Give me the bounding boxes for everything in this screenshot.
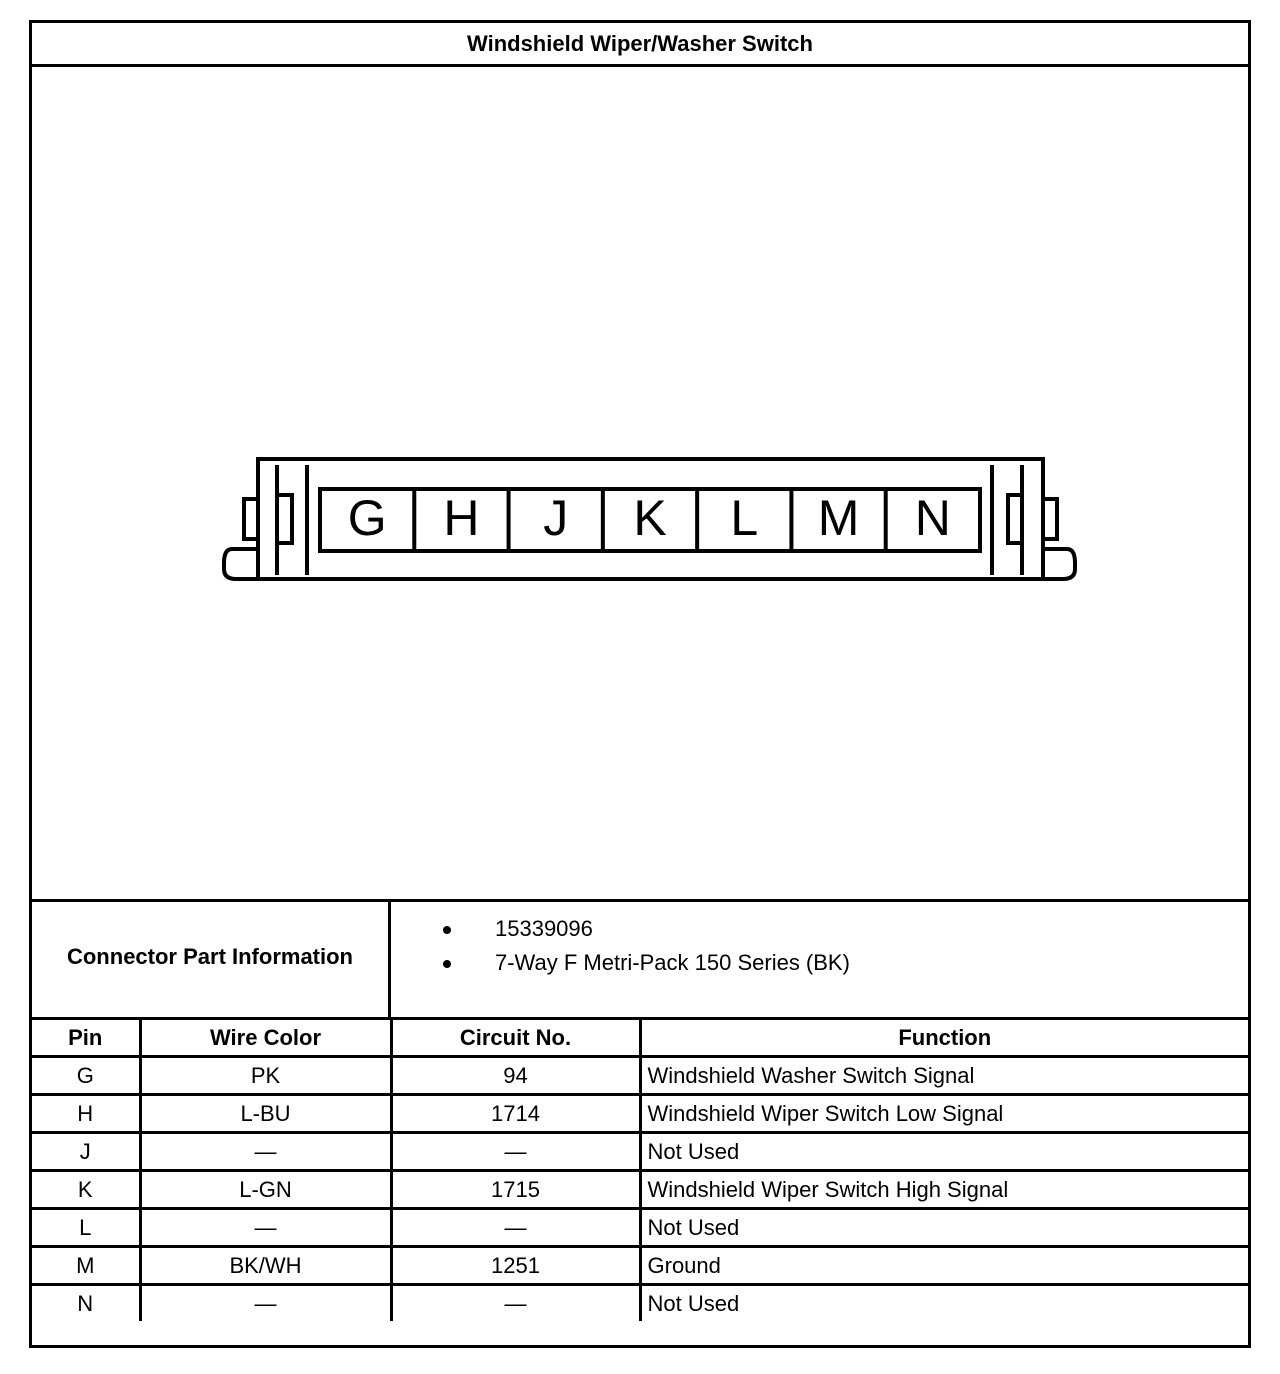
cell-wire-color: — [140, 1285, 391, 1322]
cell-function: Windshield Wiper Switch Low Signal [640, 1095, 1248, 1133]
cell-circuit: 1714 [391, 1095, 640, 1133]
cell-wire-color: BK/WH [140, 1247, 391, 1285]
cavity-label-l: L [730, 490, 759, 547]
cell-function: Windshield Washer Switch Signal [640, 1057, 1248, 1095]
bullet-icon [443, 950, 495, 976]
connector-diagram [32, 67, 1248, 899]
cell-pin: K [32, 1171, 140, 1209]
cell-pin: N [32, 1285, 140, 1322]
column-header-function: Function [640, 1019, 1248, 1057]
connector-right-foot [1043, 549, 1075, 579]
cell-wire-color: PK [140, 1057, 391, 1095]
part-info-item [443, 946, 1248, 980]
cell-wire-color: — [140, 1133, 391, 1171]
cell-wire-color: L-GN [140, 1171, 391, 1209]
cell-function: Not Used [640, 1133, 1248, 1171]
table-row [32, 1247, 1248, 1285]
table-row [32, 1171, 1248, 1209]
cell-circuit: — [391, 1133, 640, 1171]
cavity-label-g: G [347, 490, 387, 547]
page-title: Windshield Wiper/Washer Switch [32, 23, 1248, 67]
part-info-list [391, 902, 1248, 1017]
connector-part-info [32, 899, 1248, 1017]
cavity-label-m: M [817, 490, 860, 547]
cavity-label-h: H [443, 490, 480, 547]
part-info-item [443, 912, 1248, 946]
cell-function: Windshield Wiper Switch High Signal [640, 1171, 1248, 1209]
table-row [32, 1285, 1248, 1322]
cell-pin: L [32, 1209, 140, 1247]
cell-pin: H [32, 1095, 140, 1133]
cell-circuit: — [391, 1209, 640, 1247]
table-row [32, 1133, 1248, 1171]
cavity-label-j: J [543, 490, 569, 547]
part-info-label: Connector Part Information [32, 902, 391, 1017]
cell-circuit: 94 [391, 1057, 640, 1095]
column-header-pin: Pin [32, 1019, 140, 1057]
cell-circuit: 1251 [391, 1247, 640, 1285]
connector-left-foot [224, 549, 258, 579]
table-row [32, 1057, 1248, 1095]
cell-circuit: 1715 [391, 1171, 640, 1209]
connector-left-latch [244, 499, 258, 539]
connector-right-latch [1043, 499, 1057, 539]
cavity-label-k: K [633, 490, 667, 547]
connector-face-drawing [32, 67, 1248, 899]
cell-function: Ground [640, 1247, 1248, 1285]
part-number: 15339096 [495, 916, 593, 941]
cavity-label-n: N [914, 490, 951, 547]
pinout-table [32, 1017, 1248, 1321]
cell-pin: J [32, 1133, 140, 1171]
cell-wire-color: — [140, 1209, 391, 1247]
column-header-circuit: Circuit No. [391, 1019, 640, 1057]
cell-function: Not Used [640, 1209, 1248, 1247]
cell-function: Not Used [640, 1285, 1248, 1322]
column-header-wire-color: Wire Color [140, 1019, 391, 1057]
cell-wire-color: L-BU [140, 1095, 391, 1133]
cell-circuit: — [391, 1285, 640, 1322]
table-row [32, 1095, 1248, 1133]
part-description: 7-Way F Metri-Pack 150 Series (BK) [495, 950, 850, 975]
connector-sheet [29, 20, 1251, 1348]
cell-pin: M [32, 1247, 140, 1285]
table-row [32, 1209, 1248, 1247]
table-header-row [32, 1019, 1248, 1057]
bullet-icon [443, 916, 495, 942]
cell-pin: G [32, 1057, 140, 1095]
